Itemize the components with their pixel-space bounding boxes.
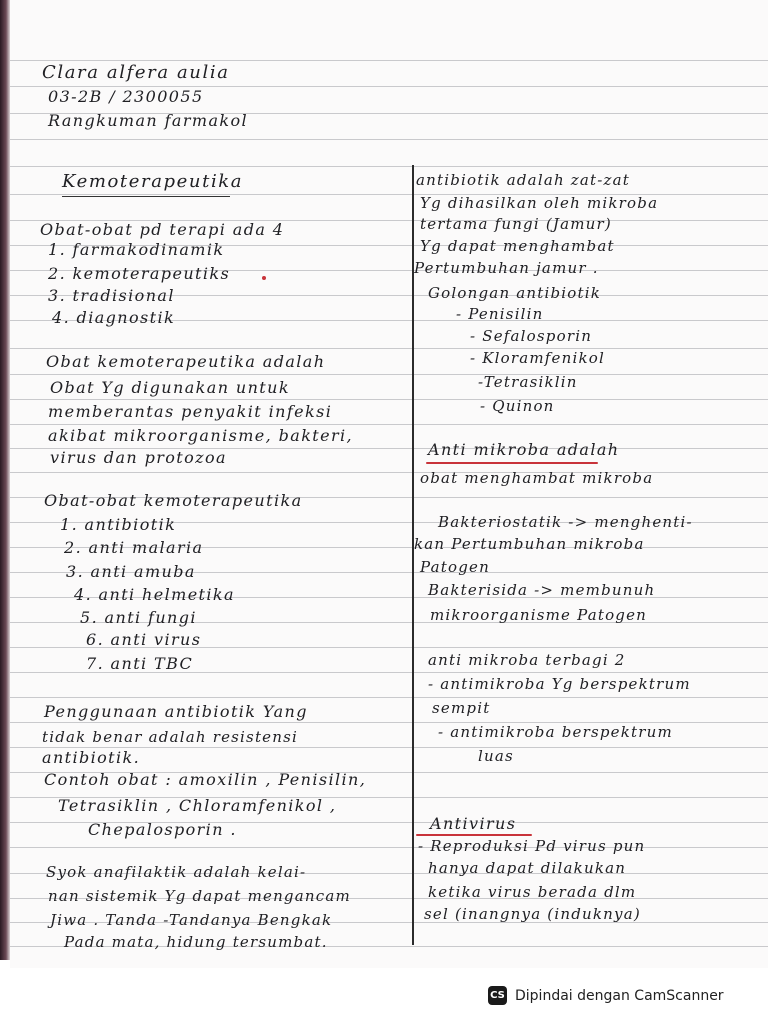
note-line: Bakterisida -> membunuh (428, 581, 656, 599)
note-line: obat menghambat mikroba (420, 469, 654, 487)
watermark-text: Dipindai dengan CamScanner (515, 987, 724, 1004)
note-line: Bakteriostatik -> menghenti- (438, 513, 693, 531)
anti-mikroba-heading: Anti mikroba adalah (428, 440, 620, 459)
note-line: anti mikroba terbagi 2 (428, 651, 626, 669)
note-line: - Reproduksi Pd virus pun (418, 837, 646, 855)
column-divider (412, 165, 414, 945)
note-line: luas (478, 747, 514, 765)
note-line: antibiotik adalah zat-zat (416, 171, 631, 189)
left-heading: Kemoterapeutika (62, 171, 244, 192)
note-line: Penggunaan antibiotik Yang (44, 702, 308, 721)
note-line: - Quinon (480, 397, 555, 415)
note-line: 6. anti virus (86, 630, 202, 649)
note-line: Jiwa . Tanda -Tandanya Bengkak (50, 911, 333, 929)
note-line: Chepalosporin . (88, 820, 237, 839)
note-line: 7. anti TBC (86, 654, 194, 673)
note-line: Tetrasiklin , Chloramfenikol , (58, 796, 337, 815)
note-line: Yg dapat menghambat (420, 237, 615, 255)
red-dot-mark (262, 276, 266, 280)
note-line: 3. tradisional (48, 286, 175, 305)
note-line: Obat Yg digunakan untuk (50, 378, 290, 397)
note-line: 1. farmakodinamik (48, 240, 225, 259)
note-line: Obat kemoterapeutika adalah (46, 352, 326, 371)
note-line: Yg dihasilkan oleh mikroba (420, 194, 659, 212)
camscanner-watermark (488, 986, 724, 1005)
subject-title: Rangkuman farmakol (48, 111, 249, 130)
note-line: 5. anti fungi (80, 608, 197, 627)
note-line: Pertumbuhan jamur . (414, 259, 599, 277)
note-line: antibiotik. (42, 748, 141, 767)
note-line: - antimikroba berspektrum (438, 723, 673, 741)
note-line: tertama fungi (Jamur) (420, 215, 612, 233)
note-line: sel (inangnya (induknya) (424, 905, 641, 923)
note-line: Golongan antibiotik (428, 284, 602, 302)
camscanner-logo-icon: CS (488, 986, 507, 1005)
note-line: hanya dapat dilakukan (428, 859, 627, 877)
red-underline (426, 462, 598, 464)
note-line: - Penisilin (456, 305, 544, 323)
note-line: virus dan protozoa (50, 448, 227, 467)
note-line: sempit (432, 699, 491, 717)
note-line: Contoh obat : amoxilin , Penisilin, (44, 770, 367, 789)
note-line: Obat-obat kemoterapeutika (44, 491, 303, 510)
student-name: Clara alfera aulia (42, 62, 230, 83)
note-line: mikroorganisme Patogen (430, 606, 648, 624)
note-line: -Tetrasiklin (478, 373, 578, 391)
note-line: akibat mikroorganisme, bakteri, (48, 426, 354, 445)
note-line: 4. diagnostik (52, 308, 176, 327)
antivirus-heading: Antivirus (430, 814, 517, 833)
note-line: ketika virus berada dlm (428, 883, 637, 901)
heading-underline (62, 196, 230, 197)
scan-shadow-edge (0, 0, 10, 960)
note-line: - Kloramfenikol (470, 349, 606, 367)
note-line: Obat-obat pd terapi ada 4 (40, 220, 285, 239)
note-line: 1. antibiotik (60, 515, 177, 534)
note-line: memberantas penyakit infeksi (48, 402, 333, 421)
note-line: Syok anafilaktik adalah kelai- (46, 863, 307, 881)
note-line: - antimikroba Yg berspektrum (428, 675, 691, 693)
note-line: 3. anti amuba (66, 562, 196, 581)
note-line: tidak benar adalah resistensi (42, 728, 299, 746)
note-line: - Sefalosporin (470, 327, 593, 345)
class-and-id: 03-2B / 2300055 (48, 87, 204, 106)
note-line: 2. kemoterapeutiks (48, 264, 231, 283)
note-line: 2. anti malaria (64, 538, 204, 557)
note-line: nan sistemik Yg dapat mengancam (48, 887, 351, 905)
note-line: 4. anti helmetika (74, 585, 235, 604)
note-line: Patogen (420, 558, 490, 576)
note-line: kan Pertumbuhan mikroba (414, 535, 645, 553)
note-line: Pada mata, hidung tersumbat. (64, 933, 328, 951)
